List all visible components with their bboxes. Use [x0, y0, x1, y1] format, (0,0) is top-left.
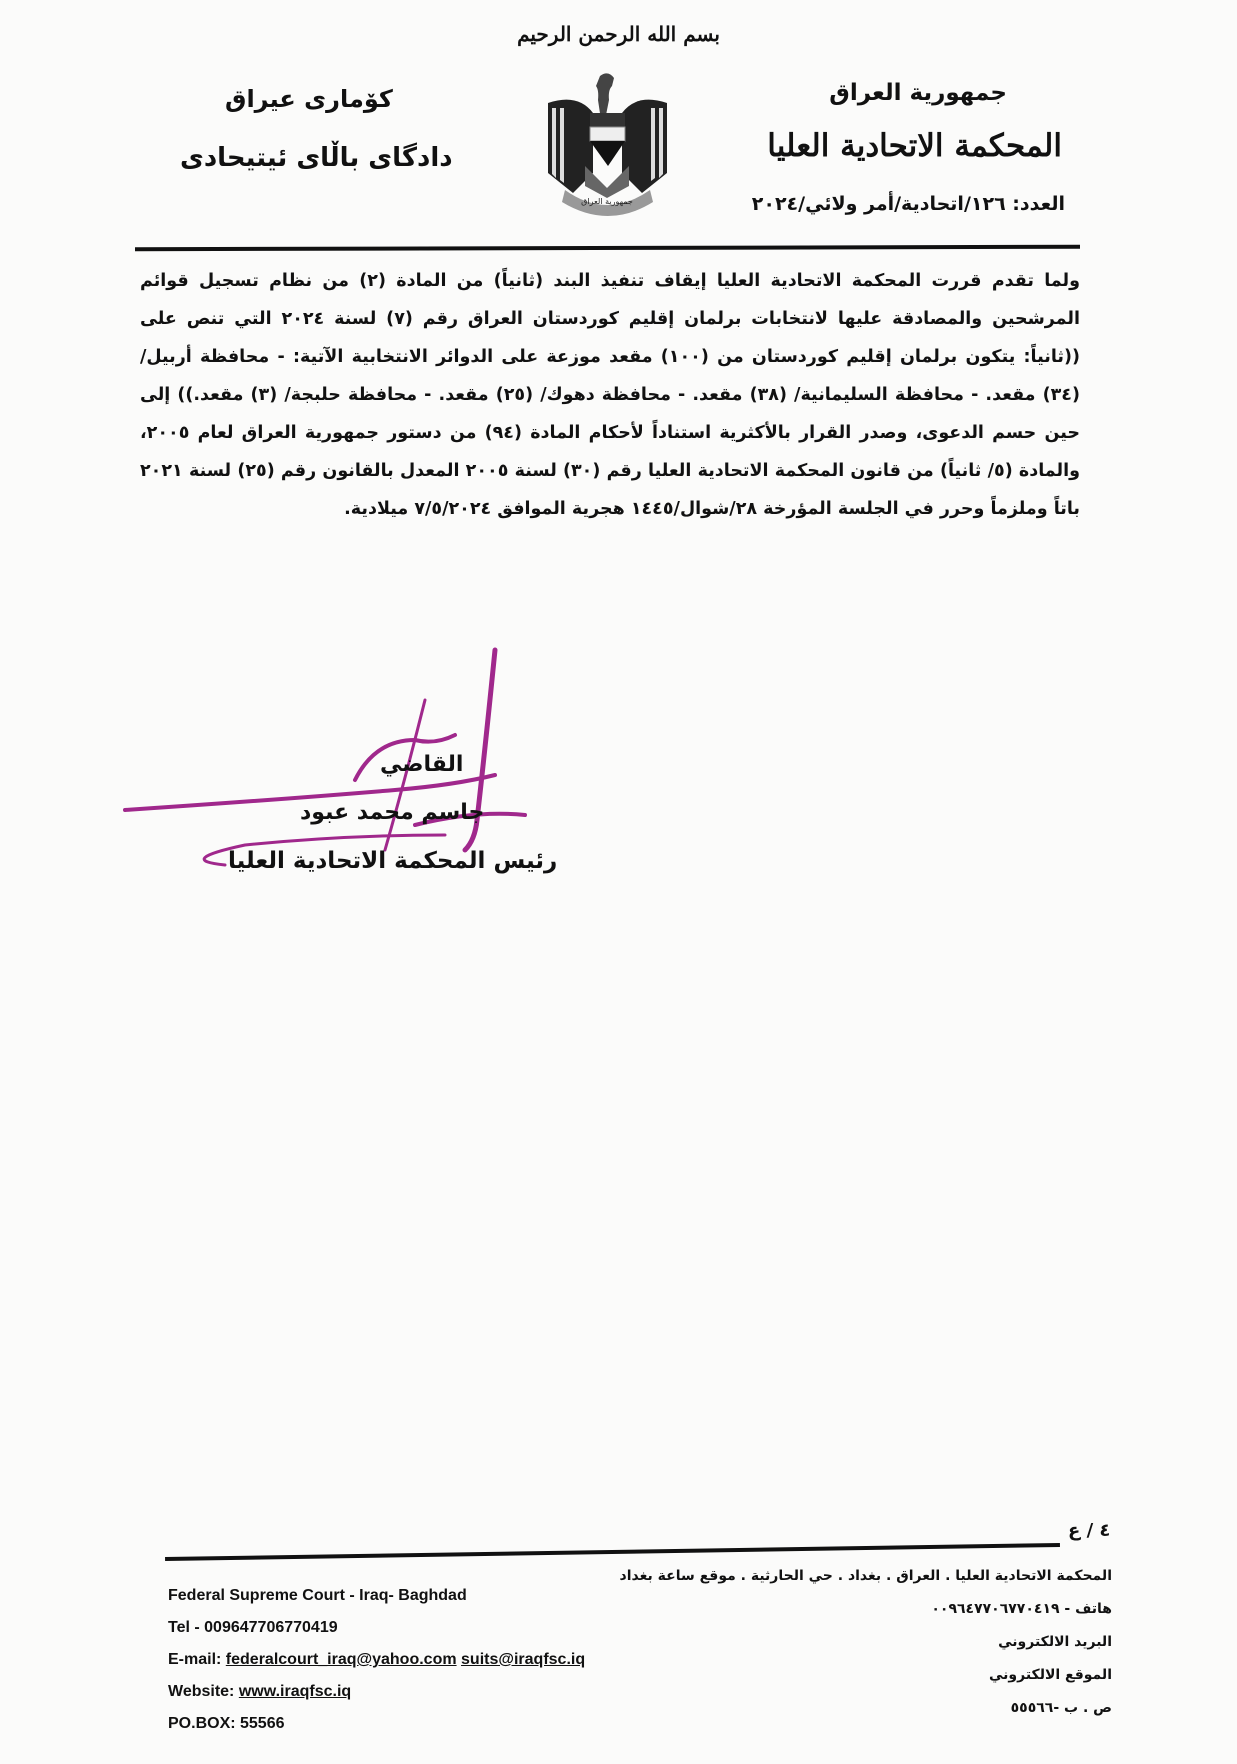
email-link-federalcourt[interactable]: federalcourt_iraq@yahoo.com [225, 1651, 457, 1668]
signatory-name: جاسم محمد عبود [300, 800, 485, 825]
footer-arabic-email-label: البريد الالكتروني [998, 1634, 1112, 1650]
footer-arabic-contact [620, 1560, 1112, 1725]
footer-pobox: PO.BOX: 55566 [168, 1715, 285, 1732]
page-number: ٤ / ع [1068, 1520, 1111, 1541]
footer-tel: Tel - 009647706770419 [168, 1619, 338, 1636]
footer-arabic-pobox: ص . ب -٥٥٥٦٦ [1010, 1700, 1112, 1716]
website-link[interactable]: www.iraqfsc.iq [238, 1683, 352, 1700]
footer-english-contact [168, 1580, 585, 1740]
decision-paragraph: ولما تقدم قررت المحكمة الاتحادية العليا إيقاف تنفيذ البند (ثانياً) من المادة (٢) من نظام تسجيل قوائم المرشحين والمصادقة عليها لانتخابات برلمان إقليم كوردستان العراق رقم (٧) لسنة ٢٠٢٤ التي تنص على ((ثانياً: يتكون برلمان إقليم كوردستان من (١٠٠) مقعد موزعة على الدوائر الانتخابية الآتية: - محافظة أربيل/ (٣٤) مقعد. - محافظة السليمانية/ (٣٨) مقعد. - محافظة دهوك/ (٢٥) مقعد. - محافظة حلبجة/ (٣) مقعد.)) إلى حين حسم الدعوى، وصدر القرار بالأكثرية استناداً لأحكام المادة (٩٤) من دستور جمهورية العراق لعام ٢٠٠٥، والمادة (٥/ ثانياً) من قانون المحكمة الاتحادية العليا رقم (٣٠) لسنة ٢٠٠٥ المعدل بالقانون رقم (٢٥) لسنة ٢٠٢١ باتاً وملزماً وحرر في الجلسة المؤرخة ٢٨/شوال/١٤٤٥ هجرية الموافق ٧/٥/٢٠٢٤ ميلادية. [140, 271, 1081, 519]
kurdish-court-name: دادگای باڵای ئیتیحادی [180, 143, 453, 173]
footer-divider [165, 1543, 1060, 1561]
signatory-title: القاضي [380, 752, 464, 777]
footer-email-row [168, 1644, 585, 1676]
arabic-court-name: المحكمة الاتحادية العليا [767, 128, 1062, 164]
footer-arabic-phone: هاتف - ٠٠٩٦٤٧٧٠٦٧٧٠٤١٩ [931, 1601, 1112, 1617]
email-link-suits[interactable]: suits@iraqfsc.iq [461, 1651, 586, 1668]
footer-email-label: E-mail: [168, 1651, 222, 1668]
iraq-eagle-emblem-icon [540, 68, 675, 218]
footer-court-name: Federal Supreme Court - Iraq- Baghdad [168, 1587, 467, 1604]
basmala: بسم الله الرحمن الرحيم [517, 22, 720, 46]
decision-text [140, 262, 1080, 528]
footer-arabic-address: المحكمة الاتحادية العليا . العراق . بغداد . حي الحارثية . موقع ساعة بغداد [619, 1568, 1112, 1584]
arabic-country-name: جمهورية العراق [829, 80, 1007, 106]
kurdish-country-name: كۆماری عیراق [225, 85, 393, 113]
header-divider [135, 245, 1080, 251]
reference-number: العدد: ١٢٦/اتحادية/أمر ولائي/٢٠٢٤ [751, 193, 1065, 215]
svg-text:جمهورية العراق: جمهورية العراق [581, 197, 633, 206]
footer-website-row [168, 1676, 585, 1708]
signatory-role: رئيس المحكمة الاتحادية العليا [228, 848, 558, 874]
footer-arabic-website-label: الموقع الالكتروني [989, 1667, 1112, 1683]
footer-website-label: Website: [168, 1683, 235, 1700]
